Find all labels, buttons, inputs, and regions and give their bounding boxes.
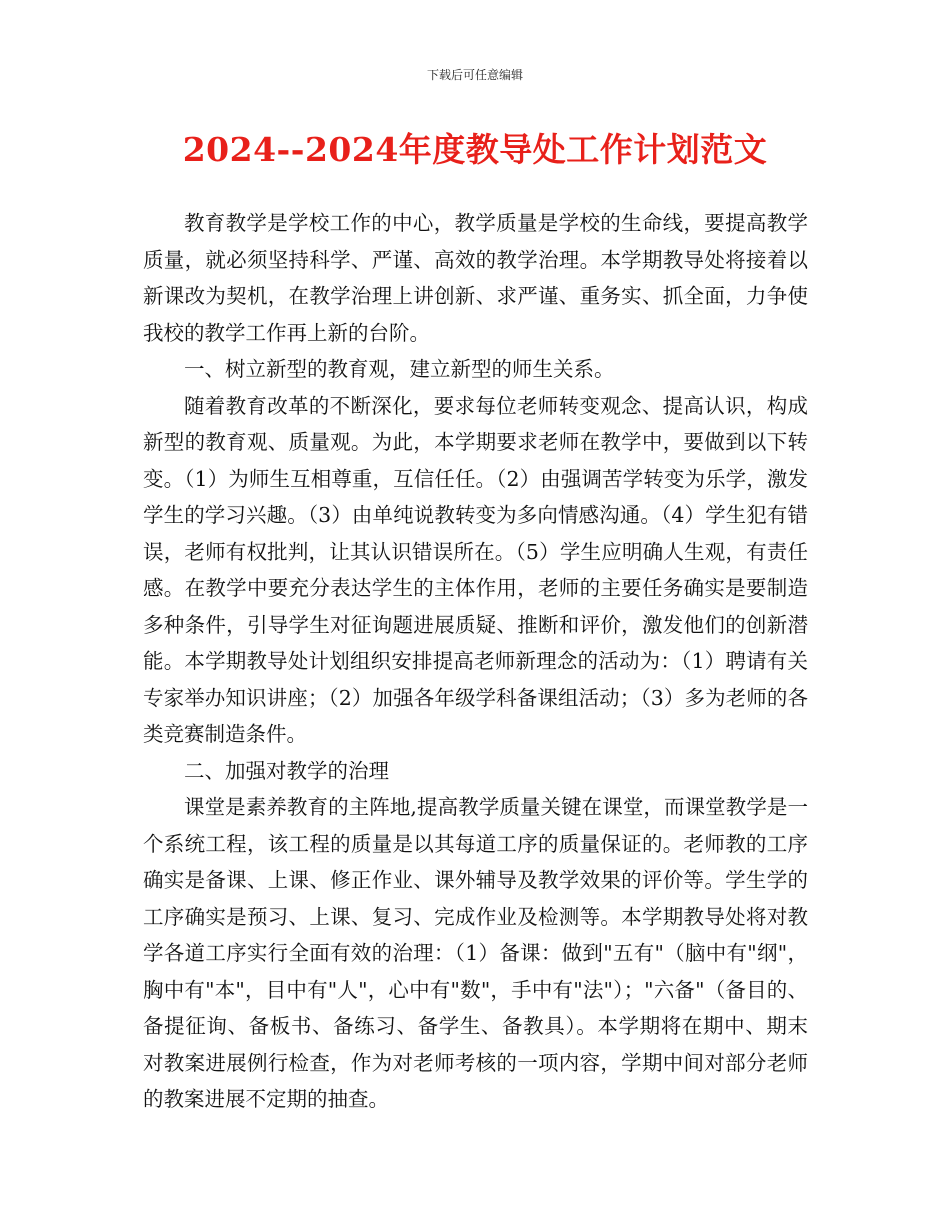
paragraph-teaching-concepts: 随着教育改革的不断深化，要求每位老师转变观念、提高认识，构成新型的教育观、质量观。为此，本学期要求老师在教学中，要做到以下转变。（1）为师生互相尊重，互信任任。（2）由强调苦学转变为乐学，激发学生的学习兴趣。（3）由单纯说教转变为多向情感沟通。（4）学生犯有错误，老师有权批判，让其认识错误所在。（5）学生应明确人生观，有责任感。在教学中要充分表达学生的主体作用，老师的主要任务确实是要制造多种条件，引导学生对征询题进展质疑、推断和评价，激发他们的创新潜能。本学期教导处计划组织安排提高老师新理念的活动为：（1）聘请有关专家举办知识讲座；（2）加强各年级学科备课组活动；（3）多为老师的各类竞赛制造条件。 xyxy=(143,393,808,746)
document-title: 2024--2024年度教导处工作计划范文 xyxy=(182,130,768,169)
section-heading-1: 一、树立新型的教育观，建立新型的师生关系。 xyxy=(184,357,615,381)
paragraph-teaching-management: 课堂是素养教育的主阵地,提高教学质量关键在课堂，而课堂教学是一个系统工程，该工程的质量是以其每道工序的质量保证的。老师教的工序确实是备课、上课、修正作业、课外辅导及教学效果的评价等。学生学的工序确实是预习、上课、复习、完成作业及检测等。本学期教导处将对教学各道工序实行全面有效的治理：（1）备课：做到"五有"（脑中有"纲"，胸中有"本"，目中有"人"，心中有"数"，手中有"法"）；"六备"（备目的、备提征询、备板书、备练习、备学生、备教具）。本学期将在期中、期末对教案进展例行检查，作为对老师考核的一项内容，学期中间对部分老师的教案进展不定期的抽查。 xyxy=(143,795,808,1111)
paragraph-intro: 教育教学是学校工作的中心，教学质量是学校的生命线，要提高教学质量，就必须坚持科学、严谨、高效的教学治理。本学期教导处将接着以新课改为契机，在教学治理上讲创新、求严谨、重务实、抓全面，力争使我校的教学工作再上新的台阶。 xyxy=(143,211,808,345)
document-body xyxy=(143,205,808,1118)
section-heading-2: 二、加强对教学的治理 xyxy=(184,758,389,783)
download-note: 下载后可任意编辑 xyxy=(426,68,523,82)
